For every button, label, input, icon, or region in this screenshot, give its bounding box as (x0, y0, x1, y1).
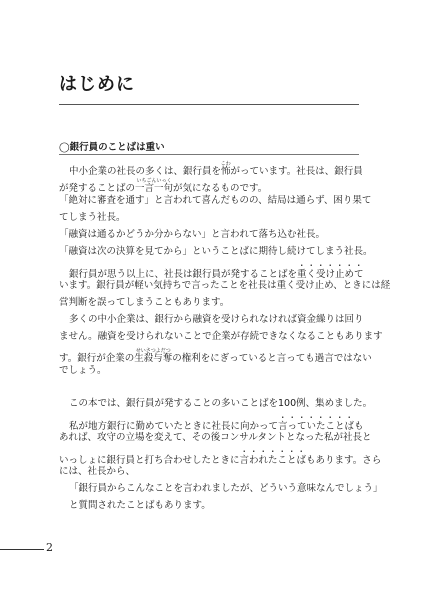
page-number-rule (0, 549, 44, 550)
body-line: 「銀行員からこんなことを言われましたが、どういう意味なんでしょう」 (69, 483, 383, 494)
body-line: てしまう社長。 (59, 212, 126, 223)
emphasis-text: 重く受け止めて (297, 269, 364, 280)
section-divider (59, 154, 359, 155)
body-line: 私が地方銀行に勤めていたときに社長に向かって言っていたことばも (69, 421, 364, 432)
body-line: 多くの中小企業は、銀行から融資を受けられなければ資金繰りは回り (69, 314, 364, 325)
body-line: います。銀行員が軽い気持ちで言ったことを社長は重く受け止め、ときには経 (59, 280, 391, 291)
body-line: 銀行員が思う以上に、社長は銀行員が発することばを重く受け止めて (69, 269, 364, 280)
chapter-title: はじめに (59, 74, 135, 95)
body-line: でしょう。 (59, 365, 107, 376)
body-line: す。銀行が企業の生殺与奪せいさつよだつの権利をにぎっていると言っても過言ではない (59, 348, 372, 364)
section-heading: ◯銀行員のことばは重い (59, 142, 165, 153)
body-line: には、社長から、 (59, 466, 136, 477)
body-line: が発することばの一言一句いちごんいっくが気になるものです。 (59, 178, 268, 194)
body-line: 「絶対に審査を通す」と言われて喜んだものの、結局は通らず、困り果て (59, 195, 372, 206)
emphasis-text: 言っていたことば (278, 421, 355, 432)
body-line: 営判断を誤ってしまうこともあります。 (59, 297, 230, 308)
body-line: いっしょに銀行員と打ち合わせしたときに言われたことばもあります。さら (59, 455, 382, 466)
body-line: と質問されたことばもあります。 (69, 500, 211, 511)
page-number: 2 (46, 541, 53, 554)
emphasis-text: 言われたことば (239, 455, 307, 466)
body-line: あれば、攻守の立場を変えて、その後コンサルタントとなった私が社長と (59, 432, 372, 443)
body-line: 「融資は次の決算を見てから」ということばに期待し続けてしまう社長。 (59, 246, 373, 257)
body-line: 中小企業の社長の多くは、銀行員を怖こわがっています。社長は、銀行員 (69, 161, 363, 177)
body-line: 「融資は通るかどうか分からない」と言われて落ち込む社長。 (59, 229, 326, 240)
title-divider (59, 104, 359, 105)
body-line: ません。融資を受けられないことで企業が存続できなくなることもあります (59, 331, 383, 342)
body-line: この本では、銀行員が発することの多いことばを100例、集めました。 (69, 398, 373, 409)
